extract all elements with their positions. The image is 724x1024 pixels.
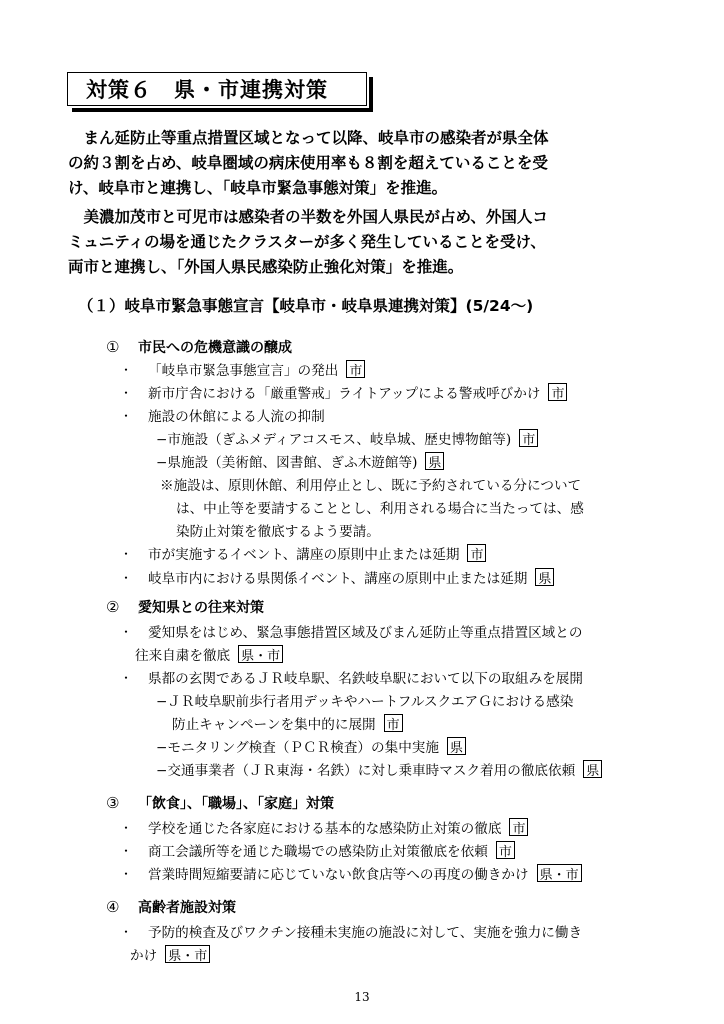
- responsibility-tag: 市: [384, 714, 403, 732]
- list-item: [120, 381, 567, 403]
- page-number: 13: [354, 990, 370, 1004]
- bullet: ・: [120, 820, 133, 835]
- responsibility-tag: 県・市: [238, 645, 283, 663]
- sub-item-line: [156, 689, 573, 711]
- item-text: −モニタリング検査（ＰＣＲ検査）の集中実施: [156, 740, 439, 756]
- list-item: [120, 542, 486, 564]
- list-item: [120, 404, 325, 426]
- item-text: 往来自粛を徹底: [135, 648, 231, 664]
- intro-paragraph-2: [68, 205, 668, 280]
- responsibility-tag: 県: [535, 568, 554, 586]
- page-title: 対策６ 県・市連携対策: [86, 78, 328, 102]
- item-text: 岐阜市内における県関係イベント、講座の原則中止または延期: [148, 571, 528, 587]
- note-text: ※施設は、原則休館、利用停止とし、既に予約されている分について: [160, 478, 582, 494]
- subsection-heading-2: [106, 596, 264, 618]
- intro-line: 美濃加茂市と可児市は感染者の半数を外国人県民が占め、外国人コ: [68, 208, 548, 226]
- bullet: ・: [120, 570, 133, 585]
- responsibility-tag: 市: [496, 841, 515, 859]
- responsibility-tag: 県・市: [165, 945, 210, 963]
- responsibility-tag: 県: [447, 737, 466, 755]
- bullet: ・: [120, 408, 133, 423]
- subsection-heading-1: [106, 336, 292, 358]
- bullet: ・: [120, 843, 133, 858]
- note-text: は、中止等を要請することとし、利用される場合に当たっては、感: [176, 501, 584, 517]
- list-item: [120, 358, 365, 380]
- intro-line: け、岐阜市と連携し、「岐阜市緊急事態対策」を推進。: [68, 179, 448, 197]
- section-title: （１）岐阜市緊急事態宣言【岐阜市・岐阜県連携対策】(5/24〜): [78, 297, 534, 315]
- item-text: −交通事業者（ＪＲ東海・名鉄）に対し乗車時マスク着用の徹底依頼: [156, 763, 576, 779]
- list-item: [120, 566, 554, 588]
- subsection-number: ④: [106, 898, 120, 916]
- responsibility-tag: 県: [583, 760, 602, 778]
- responsibility-tag: 市: [519, 429, 538, 447]
- responsibility-tag: 市: [509, 818, 528, 836]
- item-text: 施設の休館による人流の抑制: [148, 409, 325, 425]
- bullet: ・: [120, 924, 133, 939]
- list-item: [120, 666, 583, 688]
- responsibility-tag: 県: [425, 452, 444, 470]
- subsection-title: 「飲食」、「職場」、「家庭」対策: [138, 796, 334, 812]
- responsibility-tag: 県・市: [537, 864, 582, 882]
- item-text: 予防的検査及びワクチン接種未実施の施設に対して、実施を強力に働き: [148, 925, 583, 941]
- subsection-title: 市民への危機意識の醸成: [138, 340, 292, 356]
- bullet: ・: [120, 624, 133, 639]
- subsection-number: ①: [106, 338, 120, 356]
- title-box: [67, 72, 367, 106]
- facility-line: [156, 450, 444, 472]
- item-text: かけ: [130, 948, 158, 964]
- item-text: −県施設（美術館、図書館、ぎふ木遊館等): [156, 455, 418, 471]
- sub-item-line: [156, 735, 466, 757]
- facility-line: [156, 427, 538, 449]
- item-text: −ＪＲ岐阜駅前歩行者用デッキやハートフルスクエアＧにおける感染: [156, 694, 574, 710]
- item-text: 「岐阜市緊急事態宣言」の発出: [148, 363, 339, 379]
- responsibility-tag: 市: [467, 544, 486, 562]
- subsection-heading-4: [106, 896, 236, 918]
- list-item: [120, 839, 515, 861]
- bullet: ・: [120, 866, 133, 881]
- intro-line: 両市と連携し、「外国人県民感染防止強化対策」を推進。: [68, 258, 464, 276]
- note-line: [160, 473, 581, 495]
- item-text: 新市庁舎における「厳重警戒」ライトアップによる警戒呼びかけ: [148, 386, 541, 402]
- subsection-title: 愛知県との往来対策: [138, 600, 264, 616]
- note-line: [176, 519, 380, 541]
- bullet: ・: [120, 546, 133, 561]
- intro-line: の約３割を占め、岐阜圏域の病床使用率も８割を超えていることを受: [68, 154, 548, 172]
- list-item: [120, 620, 582, 642]
- intro-paragraph-1: [68, 126, 668, 201]
- responsibility-tag: 市: [346, 360, 365, 378]
- subsection-title: 高齢者施設対策: [138, 900, 236, 916]
- item-text: 防止キャンペーンを集中的に展開: [172, 717, 376, 733]
- subsection-number: ③: [106, 794, 120, 812]
- intro-line: まん延防止等重点措置区域となって以降、岐阜市の感染者が県全体: [68, 129, 549, 147]
- list-item: [120, 920, 582, 942]
- item-text: 商工会議所等を通じた職場での感染防止対策徹底を依頼: [148, 844, 488, 860]
- item-text: 学校を通じた各家庭における基本的な感染防止対策の徹底: [148, 821, 502, 837]
- bullet: ・: [120, 385, 133, 400]
- continuation-line: [130, 943, 210, 965]
- item-text: 愛知県をはじめ、緊急事態措置区域及びまん延防止等重点措置区域との: [148, 625, 583, 641]
- sub-item-line: [156, 758, 602, 780]
- responsibility-tag: 市: [548, 383, 567, 401]
- item-text: 市が実施するイベント、講座の原則中止または延期: [148, 547, 460, 563]
- item-text: 営業時間短縮要請に応じていない飲食店等への再度の働きかけ: [148, 867, 529, 883]
- list-item: [120, 816, 528, 838]
- item-text: −市施設（ぎふメディアコスモス、岐阜城、歴史博物館等): [156, 432, 512, 448]
- bullet: ・: [120, 670, 133, 685]
- continuation-line: [135, 643, 283, 665]
- subsection-number: ②: [106, 598, 120, 616]
- sub-item-line: [172, 712, 403, 734]
- item-text: 県都の玄関であるＪＲ岐阜駅、名鉄岐阜駅において以下の取組みを展開: [148, 671, 583, 687]
- bullet: ・: [120, 362, 133, 377]
- note-line: [176, 496, 584, 518]
- note-text: 染防止対策を徹底するよう要請。: [176, 524, 380, 540]
- list-item: [120, 862, 582, 884]
- intro-line: ミュニティの場を通じたクラスターが多く発生していることを受け、: [68, 233, 546, 251]
- subsection-heading-3: [106, 792, 334, 814]
